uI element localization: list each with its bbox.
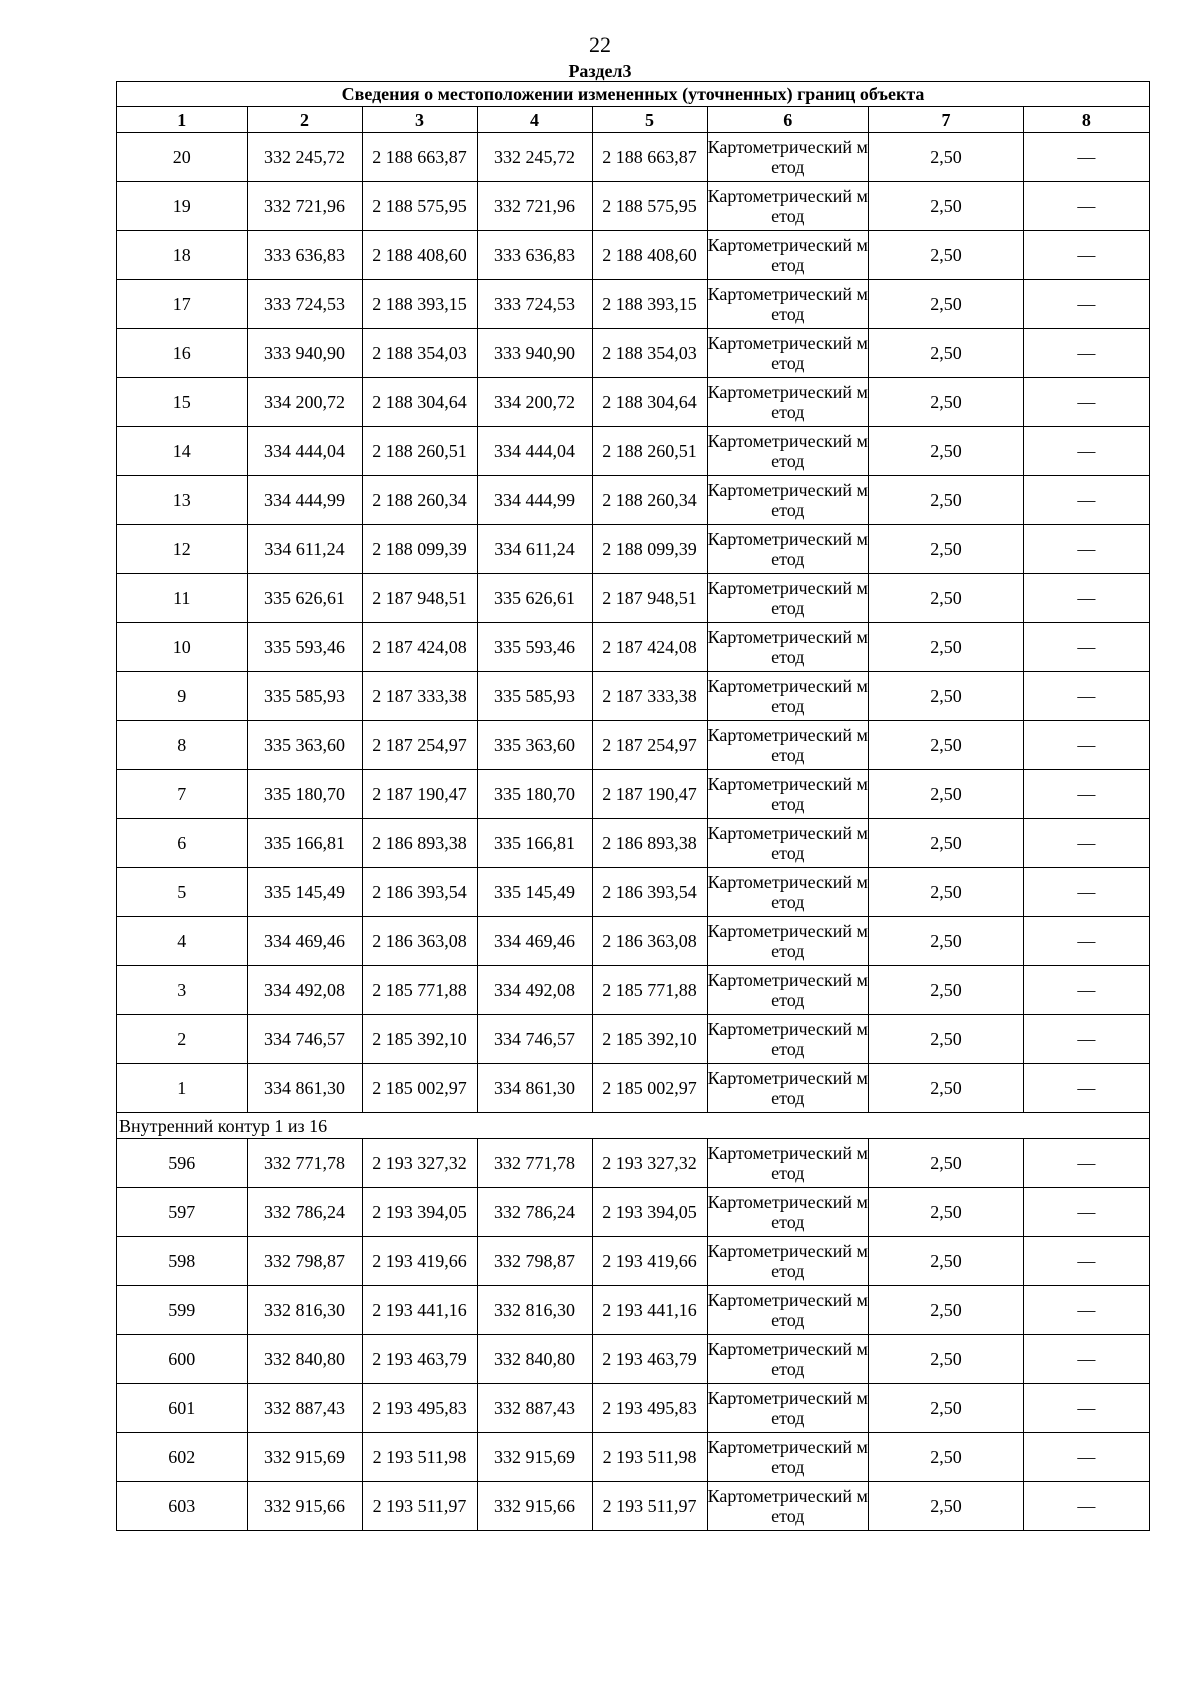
- y-new-cell: 2 185 002,97: [592, 1064, 707, 1113]
- table-row: [117, 672, 1150, 721]
- description-cell: —: [1023, 721, 1149, 770]
- column-number: 6: [707, 107, 868, 133]
- accuracy-cell: 2,50: [869, 819, 1024, 868]
- x-new-cell: 334 611,24: [477, 525, 592, 574]
- table-row: [117, 1139, 1150, 1188]
- table-row: [117, 1015, 1150, 1064]
- x-new-cell: 332 915,69: [477, 1433, 592, 1482]
- table-row: [117, 1286, 1150, 1335]
- accuracy-cell: 2,50: [869, 1433, 1024, 1482]
- column-number: 5: [592, 107, 707, 133]
- point-number-cell: 6: [117, 819, 248, 868]
- y-new-cell: 2 188 663,87: [592, 133, 707, 182]
- y-existing-cell: 2 188 393,15: [362, 280, 477, 329]
- table-row: [117, 1188, 1150, 1237]
- method-cell: Картометрический метод: [707, 672, 868, 721]
- x-existing-cell: 334 200,72: [247, 378, 362, 427]
- table-row: [117, 378, 1150, 427]
- y-existing-cell: 2 188 354,03: [362, 329, 477, 378]
- y-new-cell: 2 188 099,39: [592, 525, 707, 574]
- x-new-cell: 335 585,93: [477, 672, 592, 721]
- y-existing-cell: 2 193 463,79: [362, 1335, 477, 1384]
- method-cell: Картометрический метод: [707, 525, 868, 574]
- point-number-cell: 11: [117, 574, 248, 623]
- description-cell: —: [1023, 1237, 1149, 1286]
- accuracy-cell: 2,50: [869, 378, 1024, 427]
- x-new-cell: 332 721,96: [477, 182, 592, 231]
- table-caption: Сведения о местоположении измененных (уточненных) границ объекта: [117, 82, 1150, 107]
- description-cell: —: [1023, 1286, 1149, 1335]
- method-cell: Картометрический метод: [707, 917, 868, 966]
- point-number-cell: 5: [117, 868, 248, 917]
- x-new-cell: 333 636,83: [477, 231, 592, 280]
- accuracy-cell: 2,50: [869, 574, 1024, 623]
- accuracy-cell: 2,50: [869, 1139, 1024, 1188]
- y-existing-cell: 2 187 948,51: [362, 574, 477, 623]
- description-cell: —: [1023, 1335, 1149, 1384]
- method-cell: Картометрический метод: [707, 966, 868, 1015]
- x-existing-cell: 335 585,93: [247, 672, 362, 721]
- y-existing-cell: 2 185 002,97: [362, 1064, 477, 1113]
- y-new-cell: 2 188 393,15: [592, 280, 707, 329]
- point-number-cell: 596: [117, 1139, 248, 1188]
- method-cell: Картометрический метод: [707, 574, 868, 623]
- y-new-cell: 2 188 260,34: [592, 476, 707, 525]
- x-existing-cell: 332 887,43: [247, 1384, 362, 1433]
- x-existing-cell: 333 636,83: [247, 231, 362, 280]
- x-existing-cell: 334 444,04: [247, 427, 362, 476]
- y-new-cell: 2 193 327,32: [592, 1139, 707, 1188]
- method-cell: Картометрический метод: [707, 721, 868, 770]
- x-new-cell: 335 166,81: [477, 819, 592, 868]
- description-cell: —: [1023, 1433, 1149, 1482]
- x-new-cell: 332 771,78: [477, 1139, 592, 1188]
- accuracy-cell: 2,50: [869, 966, 1024, 1015]
- y-new-cell: 2 188 575,95: [592, 182, 707, 231]
- y-new-cell: 2 188 408,60: [592, 231, 707, 280]
- page-number: 22: [589, 32, 611, 57]
- table-caption-row: [117, 82, 1150, 107]
- accuracy-cell: 2,50: [869, 427, 1024, 476]
- table-row: [117, 476, 1150, 525]
- description-cell: —: [1023, 329, 1149, 378]
- description-cell: —: [1023, 1015, 1149, 1064]
- method-cell: Картометрический метод: [707, 1335, 868, 1384]
- point-number-cell: 3: [117, 966, 248, 1015]
- y-existing-cell: 2 188 663,87: [362, 133, 477, 182]
- method-cell: Картометрический метод: [707, 1237, 868, 1286]
- description-cell: —: [1023, 280, 1149, 329]
- x-existing-cell: 333 724,53: [247, 280, 362, 329]
- accuracy-cell: 2,50: [869, 133, 1024, 182]
- accuracy-cell: 2,50: [869, 1286, 1024, 1335]
- table-row: [117, 623, 1150, 672]
- column-number: 1: [117, 107, 248, 133]
- table-row: [117, 721, 1150, 770]
- accuracy-cell: 2,50: [869, 280, 1024, 329]
- y-existing-cell: 2 193 495,83: [362, 1384, 477, 1433]
- point-number-cell: 9: [117, 672, 248, 721]
- y-existing-cell: 2 193 394,05: [362, 1188, 477, 1237]
- y-new-cell: 2 193 419,66: [592, 1237, 707, 1286]
- y-existing-cell: 2 186 393,54: [362, 868, 477, 917]
- accuracy-cell: 2,50: [869, 917, 1024, 966]
- x-new-cell: 334 861,30: [477, 1064, 592, 1113]
- y-new-cell: 2 193 511,98: [592, 1433, 707, 1482]
- x-new-cell: 335 363,60: [477, 721, 592, 770]
- y-existing-cell: 2 187 254,97: [362, 721, 477, 770]
- y-existing-cell: 2 186 363,08: [362, 917, 477, 966]
- x-existing-cell: 332 798,87: [247, 1237, 362, 1286]
- table-row: [117, 917, 1150, 966]
- table-row: [117, 182, 1150, 231]
- table-row: [117, 133, 1150, 182]
- x-existing-cell: 335 145,49: [247, 868, 362, 917]
- x-new-cell: 332 786,24: [477, 1188, 592, 1237]
- point-number-cell: 602: [117, 1433, 248, 1482]
- x-new-cell: 332 887,43: [477, 1384, 592, 1433]
- description-cell: —: [1023, 672, 1149, 721]
- accuracy-cell: 2,50: [869, 231, 1024, 280]
- table-row: [117, 427, 1150, 476]
- point-number-cell: 10: [117, 623, 248, 672]
- description-cell: —: [1023, 819, 1149, 868]
- method-cell: Картометрический метод: [707, 133, 868, 182]
- method-cell: Картометрический метод: [707, 1433, 868, 1482]
- column-number: 7: [869, 107, 1024, 133]
- x-existing-cell: 332 915,66: [247, 1482, 362, 1531]
- method-cell: Картометрический метод: [707, 623, 868, 672]
- y-new-cell: 2 188 304,64: [592, 378, 707, 427]
- accuracy-cell: 2,50: [869, 329, 1024, 378]
- accuracy-cell: 2,50: [869, 721, 1024, 770]
- description-cell: —: [1023, 1384, 1149, 1433]
- x-existing-cell: 334 746,57: [247, 1015, 362, 1064]
- y-existing-cell: 2 193 511,98: [362, 1433, 477, 1482]
- description-cell: —: [1023, 917, 1149, 966]
- x-existing-cell: 335 363,60: [247, 721, 362, 770]
- y-new-cell: 2 188 354,03: [592, 329, 707, 378]
- table-row: [117, 868, 1150, 917]
- y-new-cell: 2 193 394,05: [592, 1188, 707, 1237]
- table-row: [117, 1482, 1150, 1531]
- y-existing-cell: 2 188 304,64: [362, 378, 477, 427]
- table-row: [117, 329, 1150, 378]
- x-existing-cell: 332 721,96: [247, 182, 362, 231]
- x-new-cell: 332 798,87: [477, 1237, 592, 1286]
- y-existing-cell: 2 187 424,08: [362, 623, 477, 672]
- method-cell: Картометрический метод: [707, 427, 868, 476]
- x-new-cell: 333 724,53: [477, 280, 592, 329]
- y-new-cell: 2 193 441,16: [592, 1286, 707, 1335]
- x-new-cell: 334 746,57: [477, 1015, 592, 1064]
- point-number-cell: 13: [117, 476, 248, 525]
- accuracy-cell: 2,50: [869, 476, 1024, 525]
- accuracy-cell: 2,50: [869, 672, 1024, 721]
- x-existing-cell: 334 444,99: [247, 476, 362, 525]
- table-row: [117, 1384, 1150, 1433]
- x-new-cell: 334 444,04: [477, 427, 592, 476]
- point-number-cell: 603: [117, 1482, 248, 1531]
- method-cell: Картометрический метод: [707, 1482, 868, 1531]
- table-row: [117, 819, 1150, 868]
- point-number-cell: 601: [117, 1384, 248, 1433]
- method-cell: Картометрический метод: [707, 182, 868, 231]
- y-new-cell: 2 187 190,47: [592, 770, 707, 819]
- x-existing-cell: 332 786,24: [247, 1188, 362, 1237]
- point-number-cell: 20: [117, 133, 248, 182]
- point-number-cell: 19: [117, 182, 248, 231]
- y-existing-cell: 2 188 575,95: [362, 182, 477, 231]
- point-number-cell: 18: [117, 231, 248, 280]
- x-new-cell: 333 940,90: [477, 329, 592, 378]
- point-number-cell: 600: [117, 1335, 248, 1384]
- x-new-cell: 334 492,08: [477, 966, 592, 1015]
- accuracy-cell: 2,50: [869, 525, 1024, 574]
- description-cell: —: [1023, 182, 1149, 231]
- y-new-cell: 2 193 495,83: [592, 1384, 707, 1433]
- method-cell: Картометрический метод: [707, 476, 868, 525]
- method-cell: Картометрический метод: [707, 770, 868, 819]
- method-cell: Картометрический метод: [707, 868, 868, 917]
- method-cell: Картометрический метод: [707, 1064, 868, 1113]
- x-existing-cell: 332 771,78: [247, 1139, 362, 1188]
- description-cell: —: [1023, 1139, 1149, 1188]
- method-cell: Картометрический метод: [707, 280, 868, 329]
- table-row: [117, 1237, 1150, 1286]
- y-new-cell: 2 187 424,08: [592, 623, 707, 672]
- x-existing-cell: 335 180,70: [247, 770, 362, 819]
- accuracy-cell: 2,50: [869, 182, 1024, 231]
- y-existing-cell: 2 193 511,97: [362, 1482, 477, 1531]
- x-existing-cell: 332 245,72: [247, 133, 362, 182]
- table-row: [117, 1335, 1150, 1384]
- section-title: Раздел3: [568, 61, 632, 81]
- point-number-cell: 599: [117, 1286, 248, 1335]
- x-new-cell: 332 915,66: [477, 1482, 592, 1531]
- description-cell: —: [1023, 525, 1149, 574]
- x-new-cell: 334 469,46: [477, 917, 592, 966]
- point-number-cell: 15: [117, 378, 248, 427]
- point-number-cell: 598: [117, 1237, 248, 1286]
- method-cell: Картометрический метод: [707, 231, 868, 280]
- table-row: [117, 574, 1150, 623]
- method-cell: Картометрический метод: [707, 378, 868, 427]
- y-existing-cell: 2 193 327,32: [362, 1139, 477, 1188]
- y-existing-cell: 2 187 190,47: [362, 770, 477, 819]
- y-existing-cell: 2 188 408,60: [362, 231, 477, 280]
- accuracy-cell: 2,50: [869, 1237, 1024, 1286]
- point-number-cell: 7: [117, 770, 248, 819]
- point-number-cell: 8: [117, 721, 248, 770]
- method-cell: Картометрический метод: [707, 1286, 868, 1335]
- accuracy-cell: 2,50: [869, 623, 1024, 672]
- table-row: [117, 1433, 1150, 1482]
- method-cell: Картометрический метод: [707, 1188, 868, 1237]
- description-cell: —: [1023, 476, 1149, 525]
- x-existing-cell: 332 816,30: [247, 1286, 362, 1335]
- point-number-cell: 16: [117, 329, 248, 378]
- description-cell: —: [1023, 427, 1149, 476]
- accuracy-cell: 2,50: [869, 770, 1024, 819]
- x-new-cell: 332 816,30: [477, 1286, 592, 1335]
- y-new-cell: 2 187 254,97: [592, 721, 707, 770]
- description-cell: —: [1023, 770, 1149, 819]
- method-cell: Картометрический метод: [707, 329, 868, 378]
- point-number-cell: 14: [117, 427, 248, 476]
- point-number-cell: 1: [117, 1064, 248, 1113]
- description-cell: —: [1023, 868, 1149, 917]
- y-new-cell: 2 186 393,54: [592, 868, 707, 917]
- description-cell: —: [1023, 133, 1149, 182]
- x-existing-cell: 335 593,46: [247, 623, 362, 672]
- method-cell: Картометрический метод: [707, 819, 868, 868]
- x-new-cell: 335 180,70: [477, 770, 592, 819]
- accuracy-cell: 2,50: [869, 1188, 1024, 1237]
- y-existing-cell: 2 186 893,38: [362, 819, 477, 868]
- column-number: 8: [1023, 107, 1149, 133]
- column-number: 4: [477, 107, 592, 133]
- accuracy-cell: 2,50: [869, 1015, 1024, 1064]
- point-number-cell: 17: [117, 280, 248, 329]
- point-number-cell: 4: [117, 917, 248, 966]
- y-new-cell: 2 186 893,38: [592, 819, 707, 868]
- column-number: 2: [247, 107, 362, 133]
- point-number-cell: 597: [117, 1188, 248, 1237]
- description-cell: —: [1023, 623, 1149, 672]
- x-new-cell: 332 245,72: [477, 133, 592, 182]
- y-existing-cell: 2 188 099,39: [362, 525, 477, 574]
- description-cell: —: [1023, 1482, 1149, 1531]
- y-existing-cell: 2 193 441,16: [362, 1286, 477, 1335]
- y-new-cell: 2 185 771,88: [592, 966, 707, 1015]
- description-cell: —: [1023, 574, 1149, 623]
- description-cell: —: [1023, 1064, 1149, 1113]
- x-existing-cell: 335 626,61: [247, 574, 362, 623]
- table-row: [117, 231, 1150, 280]
- x-new-cell: 334 200,72: [477, 378, 592, 427]
- x-existing-cell: 332 840,80: [247, 1335, 362, 1384]
- description-cell: —: [1023, 1188, 1149, 1237]
- x-existing-cell: 334 611,24: [247, 525, 362, 574]
- description-cell: —: [1023, 378, 1149, 427]
- point-number-cell: 2: [117, 1015, 248, 1064]
- method-cell: Картометрический метод: [707, 1384, 868, 1433]
- y-new-cell: 2 187 333,38: [592, 672, 707, 721]
- x-existing-cell: 334 469,46: [247, 917, 362, 966]
- y-existing-cell: 2 185 771,88: [362, 966, 477, 1015]
- y-existing-cell: 2 193 419,66: [362, 1237, 477, 1286]
- accuracy-cell: 2,50: [869, 1335, 1024, 1384]
- description-cell: —: [1023, 231, 1149, 280]
- x-new-cell: 335 593,46: [477, 623, 592, 672]
- y-existing-cell: 2 185 392,10: [362, 1015, 477, 1064]
- table-row: [117, 525, 1150, 574]
- table-row: [117, 1064, 1150, 1113]
- y-new-cell: 2 186 363,08: [592, 917, 707, 966]
- x-existing-cell: 334 492,08: [247, 966, 362, 1015]
- y-new-cell: 2 188 260,51: [592, 427, 707, 476]
- y-existing-cell: 2 188 260,34: [362, 476, 477, 525]
- x-existing-cell: 335 166,81: [247, 819, 362, 868]
- x-existing-cell: 333 940,90: [247, 329, 362, 378]
- table-row: [117, 966, 1150, 1015]
- accuracy-cell: 2,50: [869, 868, 1024, 917]
- x-new-cell: 334 444,99: [477, 476, 592, 525]
- y-new-cell: 2 193 511,97: [592, 1482, 707, 1531]
- x-new-cell: 335 145,49: [477, 868, 592, 917]
- point-number-cell: 12: [117, 525, 248, 574]
- y-new-cell: 2 187 948,51: [592, 574, 707, 623]
- y-new-cell: 2 193 463,79: [592, 1335, 707, 1384]
- contour-subheading: Внутренний контур 1 из 16: [117, 1113, 1150, 1139]
- column-numbers-row: [117, 107, 1150, 133]
- x-existing-cell: 332 915,69: [247, 1433, 362, 1482]
- y-existing-cell: 2 188 260,51: [362, 427, 477, 476]
- x-new-cell: 332 840,80: [477, 1335, 592, 1384]
- column-number: 3: [362, 107, 477, 133]
- accuracy-cell: 2,50: [869, 1064, 1024, 1113]
- y-new-cell: 2 185 392,10: [592, 1015, 707, 1064]
- accuracy-cell: 2,50: [869, 1482, 1024, 1531]
- table-row: [117, 280, 1150, 329]
- accuracy-cell: 2,50: [869, 1384, 1024, 1433]
- method-cell: Картометрический метод: [707, 1015, 868, 1064]
- description-cell: —: [1023, 966, 1149, 1015]
- contour-subheading-row: [117, 1113, 1150, 1139]
- table-row: [117, 770, 1150, 819]
- x-new-cell: 335 626,61: [477, 574, 592, 623]
- y-existing-cell: 2 187 333,38: [362, 672, 477, 721]
- coordinates-table: [116, 81, 1150, 1531]
- x-existing-cell: 334 861,30: [247, 1064, 362, 1113]
- method-cell: Картометрический метод: [707, 1139, 868, 1188]
